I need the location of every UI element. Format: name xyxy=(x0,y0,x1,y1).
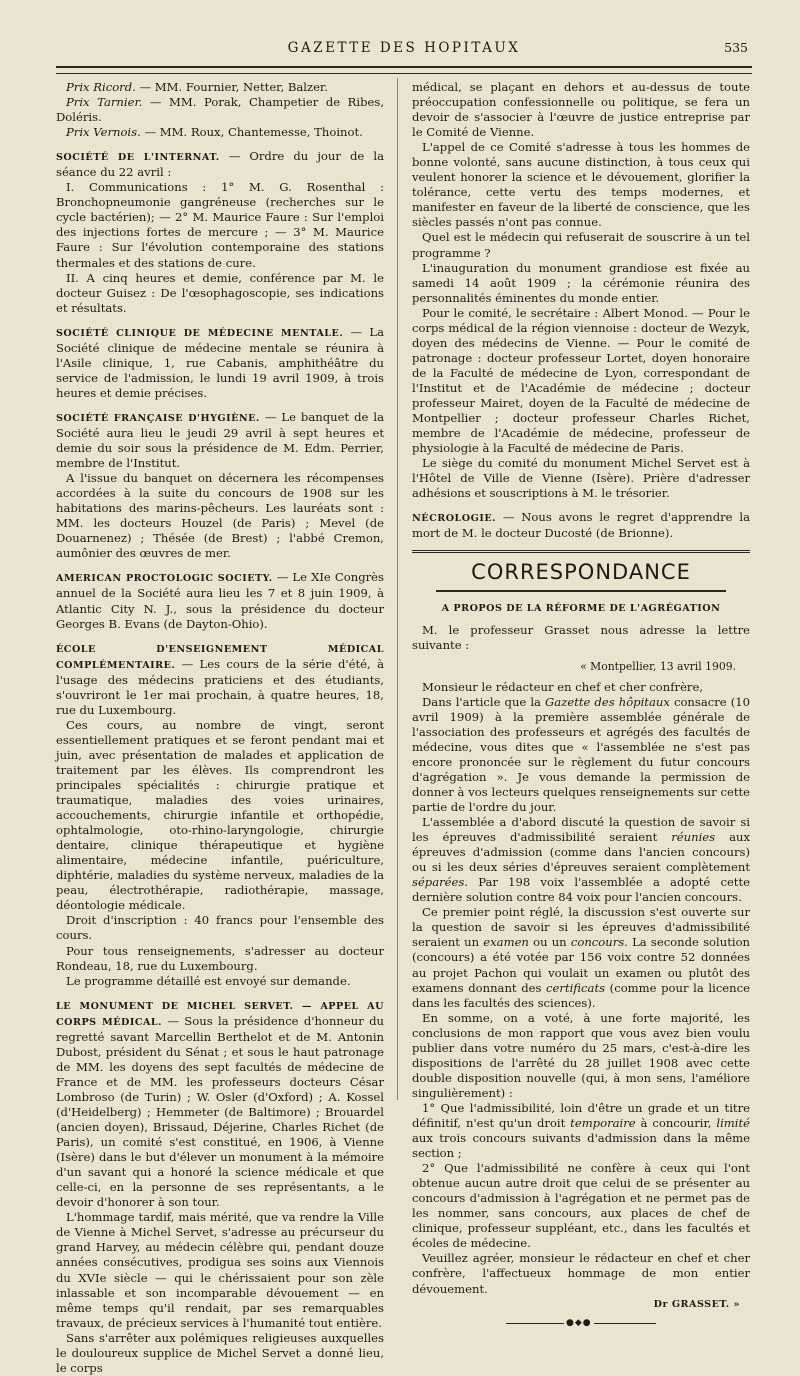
letter-paragraph: En somme, on a voté, à une forte majorité, les conclusions de mon rapport que vous avez bien voulu publier dans votre numéro du 25 mars, c'est-à-dire les dispositions de l'arrêté du 28 juillet 1908 avec cette double disposition nouvelle (qui, à mon sens, l'améliore singulièrement) : xyxy=(412,1010,750,1100)
italic-run: réunies xyxy=(671,830,716,845)
section-heading: AMERICAN PROCTOLOGIC SOCIETY. xyxy=(56,573,273,585)
right-column xyxy=(412,80,750,1328)
section-heading: SOCIÉTÉ CLINIQUE DE MÉDECINE MENTALE. xyxy=(56,327,344,339)
monument-paragraph: Pour le comité, le secrétaire : Albert Monod. — Pour le corps médical de la région viennoise : docteur de Wezyk, doyen des médecins de Vienne. — Pour le comité de patronage : docteur professeur Lortet, doyen honoraire de la Faculté de médecine de Lyon, correspondant de l'Institut et de l'Académie de médecine ; docteur professeur Mairet, doyen de la Faculté de médecine de Montpellier ; docteur professeur Charles Richet, membre de l'Académie de médecine, professeur de physiologie à la Faculté de médecine de Paris. xyxy=(412,305,750,456)
clinique-notice xyxy=(56,325,384,401)
letter-signature: Dr GRASSET. » xyxy=(653,1298,740,1310)
correspondance-banner xyxy=(412,550,750,592)
text-run: aux épreuves d'admission (comme dans l'ancien concours) ou si les deux séries d'épreuves seraient complètement xyxy=(412,830,750,875)
ecole-notice xyxy=(56,641,384,718)
ecole-paragraph: Le programme détaillé est envoyé sur demande. xyxy=(66,973,351,988)
section-heading: SOCIÉTÉ FRANÇAISE D'HYGIÈNE. xyxy=(56,412,260,424)
prize-name: Prix Tarnier. xyxy=(66,95,143,110)
letter-paragraph xyxy=(412,1101,750,1161)
necrologie-notice xyxy=(412,510,750,541)
italic-run: Gazette des hôpitaux xyxy=(545,694,670,709)
monument-paragraph: L'inauguration du monument grandiose est fixée au samedi 14 août 1909 ; la cérémonie réunira des personnalités éminentes du monde entier. xyxy=(412,260,750,305)
italic-run: examen xyxy=(483,935,529,950)
letter-date: « Montpellier, 13 avril 1909. xyxy=(580,659,736,673)
title-rule xyxy=(436,590,726,592)
page-header xyxy=(56,38,752,60)
ecole-paragraph: Pour tous renseignements, s'adresser au docteur Rondeau, 18, rue du Luxembourg. xyxy=(56,943,384,973)
section-heading: LE MONUMENT DE MICHEL SERVET. — APPEL AU CORPS MÉDICAL. xyxy=(56,1000,384,1028)
journal-title: GAZETTE DES HOPITAUX xyxy=(287,40,521,56)
section-heading: SOCIÉTÉ DE L'INTERNAT. xyxy=(56,152,220,164)
prize-jury: — MM. Fournier, Netter, Balzer. xyxy=(135,80,328,94)
letter-paragraph xyxy=(412,695,750,815)
correspondance-title: CORRESPONDANCE xyxy=(471,560,691,585)
monument-continuation: médical, se plaçant en dehors et au-dessus de toute préoccupation confessionnelle ou politique, se fera un devoir de s'associer à l'œuvre de justice entreprise par le Comité de Vienne. xyxy=(412,80,750,140)
letter-paragraph: Veuillez agréer, monsieur le rédacteur en chef et cher confrère, l'affectueux hommage de mon entier dévouement. xyxy=(412,1251,750,1296)
text-run: ou un xyxy=(528,935,571,950)
text-run: L'assemblée a d'abord discuté la question de savoir si les épreuves d'admissibilité seraient xyxy=(412,815,750,845)
notice-text: — Ordre du jour de la séance du 22 avril : xyxy=(56,149,385,180)
notice-text: — Les cours de la série d'été, à l'usage des médecins praticiens et des étudiants, s'ouvriront le 1er mai prochain, à quatre heures, 18, rue du Luxembourg. xyxy=(56,656,384,717)
monument-paragraph: Le siège du comité du monument Michel Servet est à l'Hôtel de Ville de Vienne (Isère). Prière d'adresser adhésions et souscriptions à M. le trésorier. xyxy=(412,456,750,501)
text-run: consacre (10 avril 1909) à la première assemblée générale de l'association des professeurs et agrégés des facultés de médecine, vous dites que « l'assemblée ne s'est pas encore prononcée sur le règlement du futur concours d'agrégation ». Je vous demande la permission de donner à vos lecteurs quelques renseignements sur cette partie de l'ordre du jour. xyxy=(412,694,750,815)
text-run: Dans l'article que la xyxy=(422,694,546,709)
prize-tarnier xyxy=(56,95,384,125)
text-run: à concourir, xyxy=(635,1116,717,1130)
internat-item: I. Communications : 1° M. G. Rosenthal : Bronchopneumonie gangréneuse (recherches sur le cycle bactérien); — 2° M. Maurice Faure : Sur l'emploi des injections fortes de mercure ; — 3° M. Maurice Faure : Sur l'évolution contemporaine des stations thermales et des stations de cure. xyxy=(56,180,384,270)
italic-run: limité xyxy=(716,1116,750,1130)
header-rule xyxy=(56,66,752,74)
letter-paragraph xyxy=(412,905,750,1010)
italic-run: séparées xyxy=(412,875,465,890)
proctologic-notice xyxy=(56,570,384,631)
text-run: (comme pour la licence dans les facultés des sciences). xyxy=(412,980,750,1010)
monument-paragraph: Sans s'arrêter aux polémiques religieuses auxquelles le douloureux supplice de Michel Servet a donné lieu, le corps xyxy=(56,1330,384,1375)
prize-ricord xyxy=(56,80,384,95)
page-number: 535 xyxy=(724,40,748,55)
hygiene-paragraph: A l'issue du banquet on décernera les récompenses accordées à la suite du concours de 1908 sur les habitations des marins-pêcheurs. Les lauréats sont : MM. les docteurs Houzel (de Paris) ; Mevel (de Douarnenez) ; Thésée (de Brest) ; l'abbé Cremon, aumônier des œuvres de mer. xyxy=(56,471,384,561)
prize-name: Prix Ricord. xyxy=(66,80,136,94)
text-run: . Par 198 voix l'assemblée a adopté cette dernière solution contre 84 voix pour l'ancien concours. xyxy=(412,875,750,905)
column-divider xyxy=(397,78,398,1100)
internat-item: II. A cinq heures et demie, conférence par M. le docteur Guisez : De l'œsophagoscopie, ses indications et résultats. xyxy=(56,270,384,315)
italic-run: concours xyxy=(570,935,625,950)
prize-jury: — MM. Roux, Chantemesse, Thoinot. xyxy=(140,125,363,140)
letter-paragraph xyxy=(412,815,750,905)
monument-paragraph: L'appel de ce Comité s'adresse à tous les hommes de bonne volonté, sans aucune distinction, à tous ceux qui veulent honorer la science et le dévouement, glorifier la tolérance, cette vertu des temps modernes, et manifester en faveur de la liberté de conscience, que les siècles passés n'ont pas connue. xyxy=(412,140,750,230)
article-subheading: A PROPOS DE LA RÉFORME DE L'AGRÉGATION xyxy=(441,603,721,615)
internat-notice xyxy=(56,149,384,180)
italic-run: temporaire xyxy=(570,1116,636,1130)
italic-run: certificats xyxy=(546,980,606,995)
text-run: 1° Que l'admissibilité, loin d'être un grade et un titre définitif, n'est qu'un droit xyxy=(412,1100,750,1130)
letter-paragraph: 2° Que l'admissibilité ne confère à ceux qui l'ont obtenue aucun autre droit que celui de se présenter au concours d'admission à l'agrégation et ne permet pas de les nommer, sans concours, aux places de chef de clinique, professeur suppléant, etc., dans les facultés et écoles de médecine. xyxy=(412,1161,750,1251)
notice-text: — Nous avons le regret d'apprendre la mort de M. le docteur Ducosté (de Brionne). xyxy=(412,510,750,541)
letter-intro: M. le professeur Grasset nous adresse la lettre suivante : xyxy=(412,622,750,652)
ornament-dots-icon: ●◆● xyxy=(564,1316,594,1331)
prize-jury: — MM. Porak, Champetier de Ribes, Doléris. xyxy=(56,95,384,125)
ecole-paragraph: Droit d'inscription : 40 francs pour l'ensemble des cours. xyxy=(56,913,384,943)
ecole-paragraph: Ces cours, au nombre de vingt, seront essentiellement pratiques et se feront pendant mai et juin, avec présentation de malades et application de traitement par les élèves. Ils comprendront les principales spécialités : chirurgie pratique et traumatique, maladies des voies urinaires, accouchements, chirurgie infantile et orthopédie, ophtalmologie, oto-rhino-laryngologie, chirurgie dentaire, clinique thérapeutique et hygiène alimentaire, médecine infantile, puériculture, diphtérie, maladies du système nerveux, maladies de la peau, électrothérapie, radiothérapie, massage, déontologie médicale. xyxy=(56,717,384,913)
notice-text: — Le XIe Congrès annuel de la Société aura lieu les 7 et 8 juin 1909, à Atlantic City N. J., sous la présidence du docteur Georges B. Evans (de Dayton-Ohio). xyxy=(56,570,384,631)
prize-vernois xyxy=(56,125,384,140)
notice-text: — Sous la présidence d'honneur du regretté savant Marcellin Berthelot et de M. Antonin Dubost, président du Sénat ; et sous le haut patronage de MM. les doyens des sept facultés de médecine de France et de MM. les professeurs docteurs César Lombroso (de Turin) ; W. Osler (d'Oxford) ; A. Kossel (d'Heidelberg) ; Hemmeter (de Baltimore) ; Brouardel (ancien doyen), Brissaud, Déjerine, Charles Richet (de Paris), un comité s'est constitué, en 1906, à Vienne (Isère) dans le but d'élever un monument à la mémoire d'un savant qui a honoré la science médicale et que celle-ci, en la personne de ses représentants, a le devoir d'honorer à son tour. xyxy=(56,1013,384,1210)
text-run: . La seconde solution (concours) a été votée par 156 voix contre 52 données au projet Pachon qui voulait un examen ou plutôt des examens donnant des xyxy=(412,935,751,995)
prize-name: Prix Vernois. xyxy=(66,125,141,140)
hygiene-notice xyxy=(56,410,384,471)
section-heading: ÉCOLE D'ENSEIGNEMENT MÉDICAL COMPLÉMENTAIRE. xyxy=(56,643,384,671)
section-heading: NÉCROLOGIE. xyxy=(412,513,496,525)
left-column xyxy=(56,80,384,1376)
text-run: Ce premier point réglé, la discussion s'est ouverte sur la question de savoir si les épreuves d'admissibilité seraient un xyxy=(412,905,750,950)
end-ornament xyxy=(506,1317,656,1328)
notice-text: — La Société clinique de médecine mentale se réunira à l'Asile clinique, 1, rue Cabanis, amphithéâtre du service de l'admission, le lundi 19 avril 1909, à trois heures et demie précises. xyxy=(56,324,384,400)
text-run: aux trois concours suivants d'admission dans la même section ; xyxy=(412,1131,750,1161)
notice-text: — Le banquet de la Société aura lieu le jeudi 29 avril à sept heures et demie du soir sous la présidence de M. Edm. Perrier, membre de l'Institut. xyxy=(56,409,384,471)
monument-paragraph: L'hommage tardif, mais mérité, que va rendre la Ville de Vienne à Michel Servet, s'adresse au précurseur du grand Harvey, au médecin célèbre qui, pendant douze années consécutives, prodigua ses soins aux Viennois du XVIe siècle — qui le chérissaient pour son zèle inlassable et son incomparable dévouement — en même temps qu'il rendait, par ses remarquables travaux, de précieux services à l'humanité tout entière. xyxy=(56,1210,384,1330)
monument-paragraph: Quel est le médecin qui refuserait de souscrire à un tel programme ? xyxy=(412,230,750,260)
letter-salutation: Monsieur le rédacteur en chef et cher confrère, xyxy=(422,679,704,694)
monument-notice xyxy=(56,998,384,1211)
